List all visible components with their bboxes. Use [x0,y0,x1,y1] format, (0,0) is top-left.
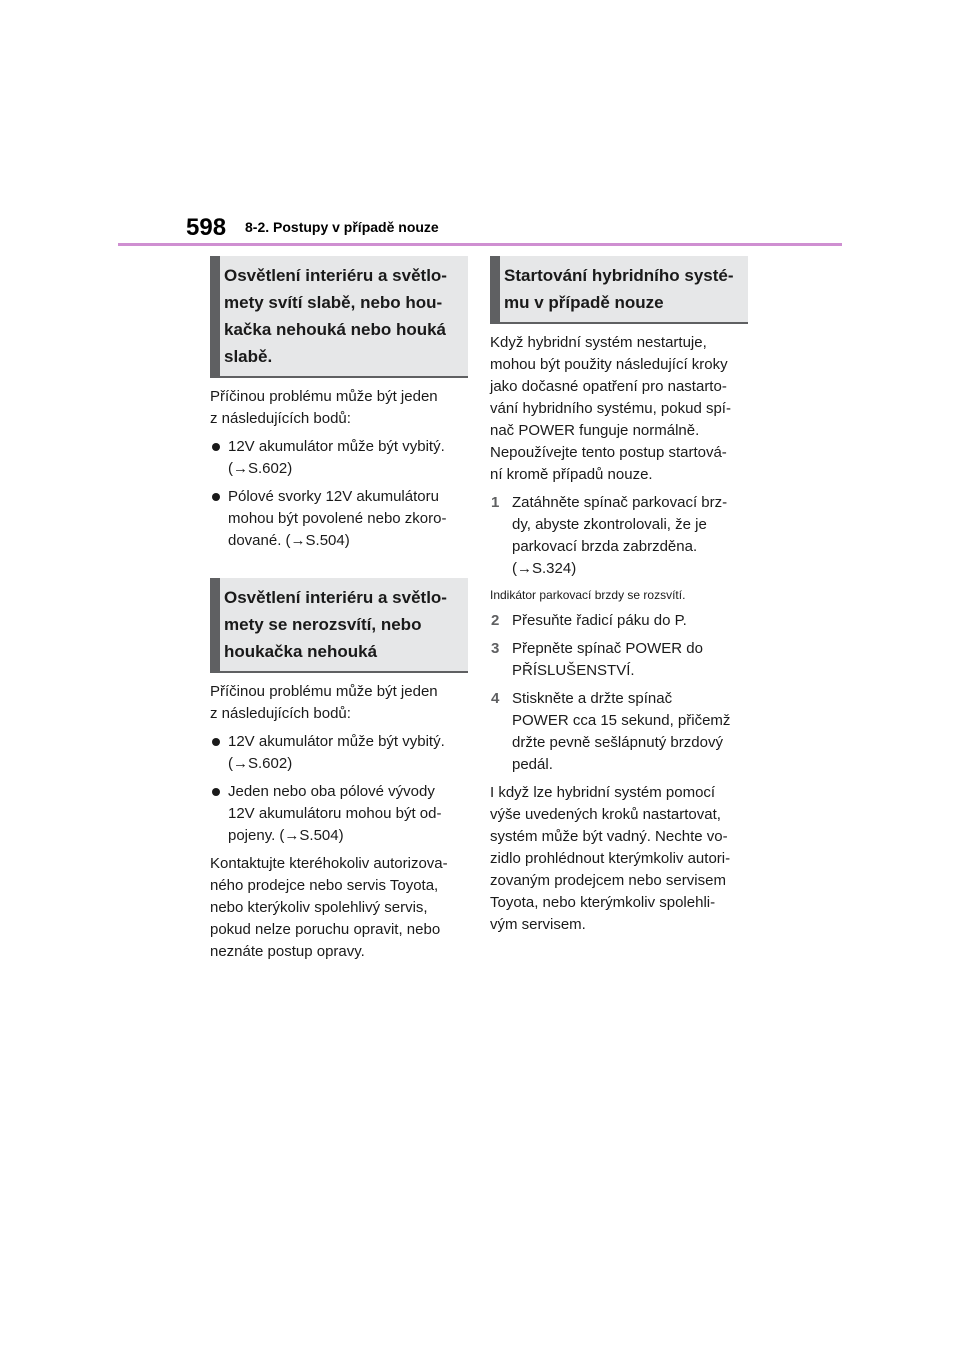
intro-weak-lights: Příčinou problému může být jeden z následujících bodů: [210,388,438,427]
step-number: 2 [491,612,500,629]
intro-no-lights: Příčinou problému může být jeden z následujících bodů: [210,683,438,722]
bullet-dot-icon [212,738,220,746]
heading-no-lights: Osvětlení interiéru a světlo- mety se nerozsvítí, nebo houkačka nehouká [210,578,468,673]
heading-weak-lights: Osvětlení interiéru a světlo- mety svítí slabě, nebo hou- kačka nehouká nebo houká slabě. [210,256,468,378]
bullet-text: 12V akumulátor může být vybitý. (→S.602) [228,733,445,772]
bullet-item [210,486,468,552]
step-item [490,638,748,682]
bullet-item [210,731,468,775]
page-number: 598 [186,214,227,241]
bullet-text: 12V akumulátor může být vybitý. (→S.602) [228,438,445,477]
bullet-dot-icon [212,443,220,451]
step-number: 4 [491,690,500,707]
bullet-item [210,436,468,480]
step-text: Stiskněte a držte spínač POWER cca 15 sekund, přičemž držte pevně sešlápnutý brzdový pedál. [512,690,731,773]
closing-left: Kontaktujte kteréhokoliv autorizova- ného prodejce nebo servis Toyota, nebo kterýkoliv spolehlivý servis, pokud nelze poruchu opravit, nebo neznáte postup opravy. [210,855,448,960]
header-rule [118,243,842,246]
step-item [490,688,748,776]
intro-emergency-start: Když hybridní systém nestartuje, mohou být použity následující kroky jako dočasné opatření pro nastarto- vání hybridního systému, pokud spí- nač POWER funguje normálně. Nepoužívejte tento postup startová- ní kromě případů nouze. [490,334,731,483]
step-item [490,492,748,580]
step-text: Přepněte spínač POWER do PŘÍSLUŠENSTVÍ. [512,640,703,679]
heading-emergency-start: Startování hybridního systé- mu v případě nouze [490,256,748,324]
section-title: 8-2. Postupy v případě nouze [245,219,439,235]
step-text: Přesuňte řadicí páku do P. [512,612,687,629]
bullet-text: Pólové svorky 12V akumulátoru mohou být povolené nebo zkoro- dované. (→S.504) [228,488,447,549]
bullet-dot-icon [212,493,220,501]
bullet-text: Jeden nebo oba pólové vývody 12V akumulátoru mohou být od- pojeny. (→S.504) [228,783,442,844]
bullet-item [210,781,468,847]
bullet-dot-icon [212,788,220,796]
step-item [490,610,748,632]
closing-right: I když lze hybridní systém pomocí výše uvedených kroků nastartovat, systém může být vadný. Nechte vo- zidlo prohlédnout kterýmkoliv autori- zovaným prodejcem nebo servisem Toyota, nebo kterýmkoliv spolehli- vým servisem. [490,784,731,933]
note-parking-brake: Indikátor parkovací brzdy se rozsvítí. [490,588,686,602]
step-text: Zatáhněte spínač parkovací brz- dy, abyste zkontrolovali, že je parkovací brzda zabrzděna. (→S.324) [512,494,728,577]
right-column [490,256,748,936]
step-number: 3 [491,640,500,657]
step-number: 1 [491,494,500,511]
left-column [210,256,468,963]
